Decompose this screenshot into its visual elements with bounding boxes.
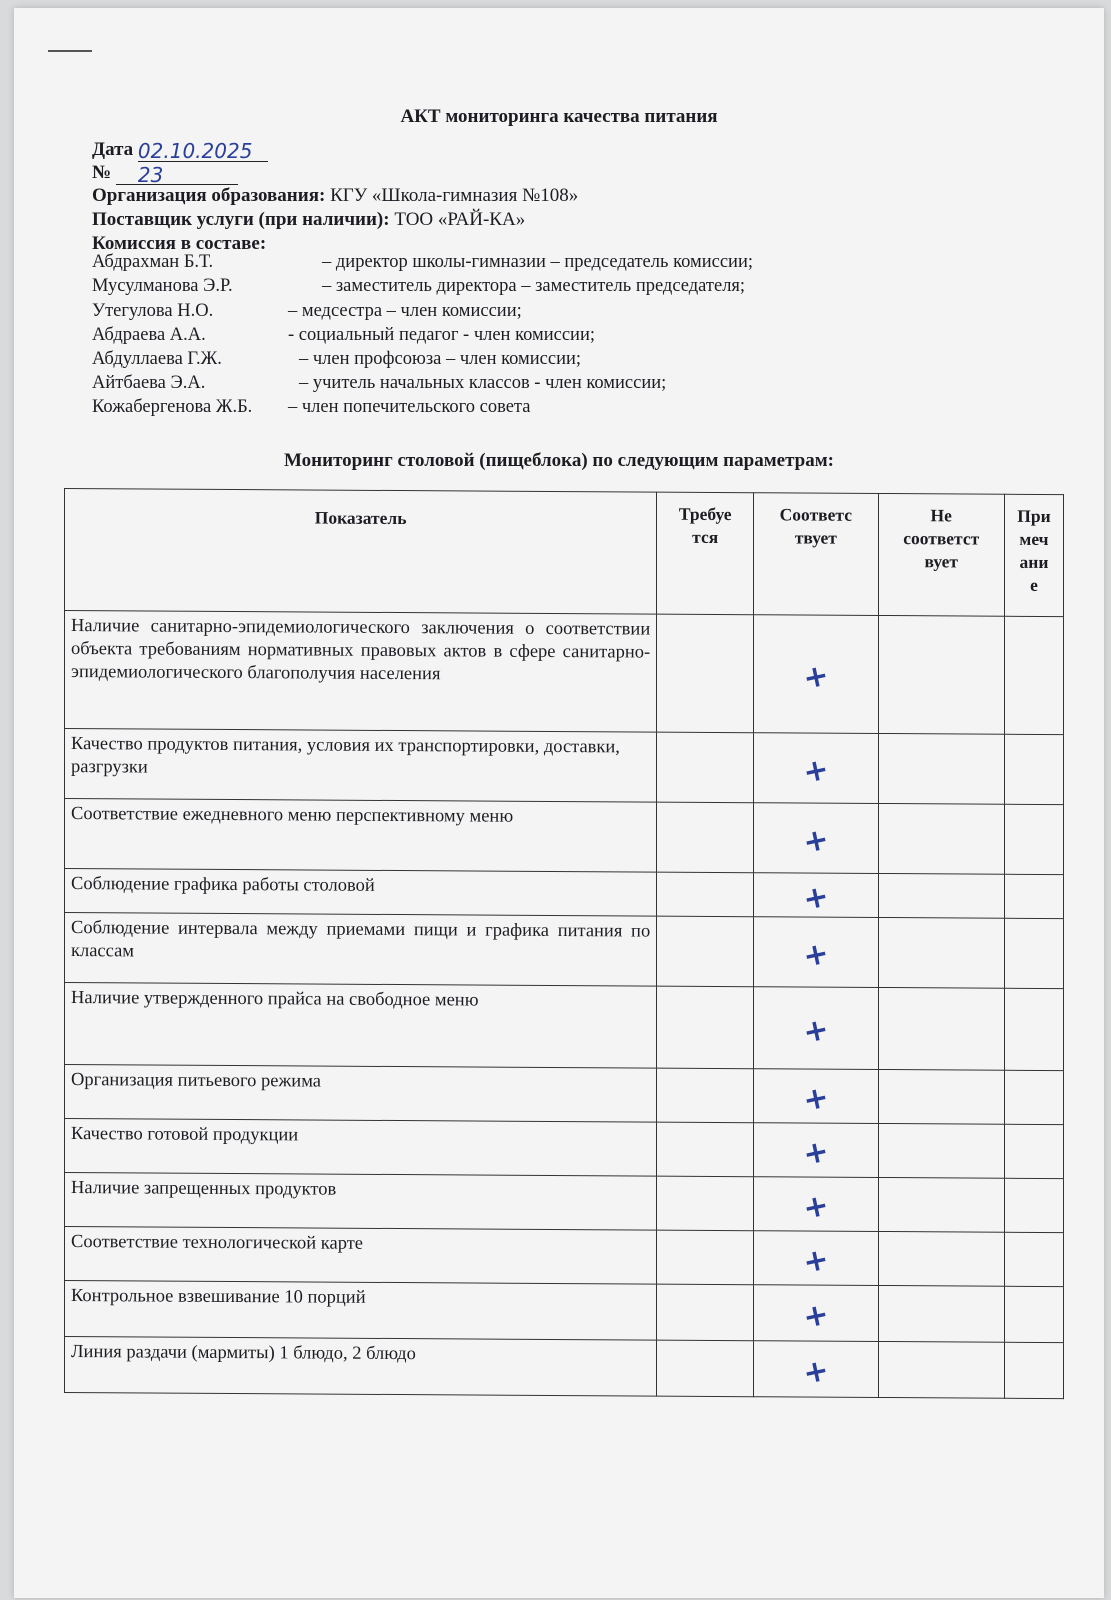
cell-complies bbox=[754, 1123, 878, 1178]
supplier-label: Поставщик услуги (при наличии): bbox=[92, 209, 390, 230]
cell-not-complies bbox=[878, 987, 1004, 1070]
cell-not-complies bbox=[878, 803, 1004, 874]
number-value: 23 bbox=[137, 163, 164, 187]
number-label: № bbox=[92, 162, 112, 183]
handwritten-plus-mark: + bbox=[799, 877, 832, 918]
cell-complies bbox=[754, 1285, 878, 1342]
paper-sheet bbox=[14, 8, 1104, 1598]
cell-note bbox=[1004, 988, 1063, 1070]
supplier-value: ТОО «РАЙ-КА» bbox=[394, 209, 526, 230]
member-name: Абдраева А.А. bbox=[92, 325, 206, 345]
cell-note bbox=[1004, 616, 1063, 734]
cell-complies bbox=[754, 615, 878, 734]
handwritten-plus-mark: + bbox=[799, 1010, 832, 1051]
cell-note bbox=[1004, 734, 1063, 804]
row-indicator: Организация питьевого режима bbox=[65, 1065, 657, 1123]
row-indicator: Наличие утвержденного прайса на свободное меню bbox=[65, 983, 657, 1069]
cell-note bbox=[1004, 874, 1063, 918]
cell-required bbox=[657, 802, 754, 873]
header-indicator: Показатель bbox=[65, 489, 657, 615]
date-label: Дата bbox=[92, 139, 134, 160]
commission-member bbox=[92, 252, 753, 273]
member-name: Мусулманова Э.Р. bbox=[92, 276, 233, 296]
supplier-line bbox=[92, 208, 525, 232]
cell-not-complies bbox=[878, 873, 1004, 918]
cell-not-complies bbox=[878, 1231, 1004, 1286]
date-line bbox=[92, 138, 268, 162]
cell-complies bbox=[754, 917, 878, 988]
cell-not-complies bbox=[878, 1177, 1004, 1232]
cell-required bbox=[657, 732, 754, 803]
header-complies-text: Соответс твует bbox=[779, 504, 852, 548]
cell-note bbox=[1004, 1342, 1063, 1398]
cell-not-complies bbox=[878, 733, 1004, 804]
organization-value: КГУ «Школа-гимназия №108» bbox=[330, 185, 579, 206]
header-note bbox=[1004, 494, 1063, 616]
cell-required bbox=[657, 1122, 754, 1177]
row-indicator: Соответствие технологической карте bbox=[65, 1227, 657, 1285]
organization-line bbox=[92, 184, 578, 208]
table-row bbox=[65, 869, 1064, 919]
cell-required bbox=[657, 1068, 754, 1123]
member-role: – член профсоюза – член комиссии; bbox=[299, 349, 582, 369]
cell-complies bbox=[754, 987, 878, 1070]
row-indicator: Наличие запрещенных продуктов bbox=[65, 1173, 657, 1231]
cell-complies bbox=[754, 803, 878, 874]
handwritten-plus-mark: + bbox=[799, 1132, 832, 1173]
handwritten-plus-mark: + bbox=[799, 1240, 832, 1281]
cell-required bbox=[657, 1176, 754, 1231]
monitoring-subtitle: Мониторинг столовой (пищеблока) по следующим параметрам: bbox=[284, 450, 834, 471]
table-row bbox=[65, 1281, 1064, 1343]
handwritten-plus-mark: + bbox=[799, 820, 832, 861]
handwritten-plus-mark: + bbox=[799, 1351, 832, 1392]
cell-not-complies bbox=[878, 1123, 1004, 1178]
member-role: – директор школы-гимназии – председатель комиссии; bbox=[322, 252, 753, 272]
commission-member bbox=[92, 349, 581, 370]
handwritten-plus-mark: + bbox=[799, 656, 832, 697]
cell-complies bbox=[754, 873, 878, 918]
table-row bbox=[65, 1065, 1064, 1125]
number-line bbox=[92, 161, 238, 185]
member-name: Абдуллаева Г.Ж. bbox=[92, 349, 222, 369]
cell-required bbox=[657, 1230, 754, 1285]
cell-note bbox=[1004, 804, 1063, 874]
commission-member bbox=[92, 276, 745, 297]
handwritten-plus-mark: + bbox=[799, 934, 832, 975]
row-indicator: Соблюдение интервала между приемами пищи и графика питания по классам bbox=[65, 913, 657, 987]
cell-complies bbox=[754, 733, 878, 804]
table-row bbox=[65, 983, 1064, 1071]
header-not-complies bbox=[878, 493, 1004, 616]
handwritten-plus-mark: + bbox=[799, 1186, 832, 1227]
member-name: Абдрахман Б.Т. bbox=[92, 252, 214, 272]
cell-required bbox=[657, 1284, 754, 1341]
row-indicator: Соблюдение графика работы столовой bbox=[65, 869, 657, 917]
commission-label: Комиссия в составе: bbox=[92, 233, 267, 254]
monitoring-table bbox=[64, 488, 1064, 1399]
commission-member bbox=[92, 397, 530, 418]
row-indicator: Линия раздачи (мармиты) 1 блюдо, 2 блюдо bbox=[65, 1337, 657, 1397]
cell-note bbox=[1004, 1232, 1063, 1286]
cell-not-complies bbox=[878, 1341, 1004, 1398]
commission-member bbox=[92, 373, 666, 394]
member-role: – член попечительского совета bbox=[288, 397, 531, 417]
date-value: 02.10.2025 bbox=[137, 139, 253, 163]
cell-required bbox=[657, 1340, 754, 1397]
table-row bbox=[65, 1119, 1064, 1179]
member-role: – медсестра – член комиссии; bbox=[288, 301, 522, 321]
organization-label: Организация образования: bbox=[92, 185, 326, 206]
member-name: Айтбаева Э.А. bbox=[92, 373, 206, 393]
cell-not-complies bbox=[878, 917, 1004, 988]
row-indicator: Наличие санитарно-эпидемиологического заключения о соответствии объекта требованиям нормативных правовых актов в сфере санитарно-эпидемиологического благополучия населения bbox=[65, 611, 657, 733]
row-indicator: Качество готовой продукции bbox=[65, 1119, 657, 1177]
header-complies bbox=[754, 493, 878, 616]
cell-complies bbox=[754, 1341, 878, 1398]
table-row bbox=[65, 611, 1064, 735]
table-row bbox=[65, 1337, 1064, 1399]
member-role: – заместитель директора – заместитель председателя; bbox=[322, 276, 746, 296]
handwritten-plus-mark: + bbox=[799, 750, 832, 791]
cell-required bbox=[657, 916, 754, 987]
row-indicator: Контрольное взвешивание 10 порций bbox=[65, 1281, 657, 1341]
cell-complies bbox=[754, 1069, 878, 1124]
row-indicator: Качество продуктов питания, условия их транспортировки, доставки, разгрузки bbox=[65, 729, 657, 803]
cell-required bbox=[657, 614, 754, 733]
act-title: АКТ мониторинга качества питания bbox=[400, 106, 718, 127]
table-row bbox=[65, 1227, 1064, 1287]
member-name: Утегулова Н.О. bbox=[92, 301, 214, 321]
member-name: Кожабергенова Ж.Б. bbox=[92, 397, 253, 417]
cell-note bbox=[1004, 918, 1063, 988]
table-row bbox=[65, 1173, 1064, 1233]
cell-required bbox=[657, 872, 754, 917]
edge-mark bbox=[48, 50, 92, 52]
handwritten-plus-mark: + bbox=[799, 1295, 832, 1336]
cell-note bbox=[1004, 1286, 1063, 1342]
table-row bbox=[65, 913, 1064, 989]
cell-note bbox=[1004, 1070, 1063, 1124]
commission-member bbox=[92, 301, 522, 322]
table-header-row bbox=[65, 489, 1064, 617]
cell-complies bbox=[754, 1177, 878, 1232]
header-not-complies-text: Не соответст вует bbox=[903, 505, 980, 572]
cell-note bbox=[1004, 1178, 1063, 1232]
cell-required bbox=[657, 986, 754, 1069]
row-indicator: Соответствие ежедневного меню перспективному меню bbox=[65, 799, 657, 873]
table-row bbox=[65, 729, 1064, 805]
cell-not-complies bbox=[878, 615, 1004, 734]
member-role: – учитель начальных классов - член комиссии; bbox=[299, 373, 667, 393]
commission-member bbox=[92, 325, 595, 346]
header-required-text: Требуе тся bbox=[678, 503, 732, 547]
header-note-text: При меч ани е bbox=[1017, 505, 1051, 595]
header-required bbox=[657, 492, 754, 615]
member-role: - социальный педагог - член комиссии; bbox=[288, 325, 596, 345]
cell-complies bbox=[754, 1231, 878, 1286]
table-row bbox=[65, 799, 1064, 875]
cell-not-complies bbox=[878, 1285, 1004, 1342]
cell-not-complies bbox=[878, 1069, 1004, 1124]
handwritten-plus-mark: + bbox=[799, 1078, 832, 1119]
cell-note bbox=[1004, 1124, 1063, 1178]
